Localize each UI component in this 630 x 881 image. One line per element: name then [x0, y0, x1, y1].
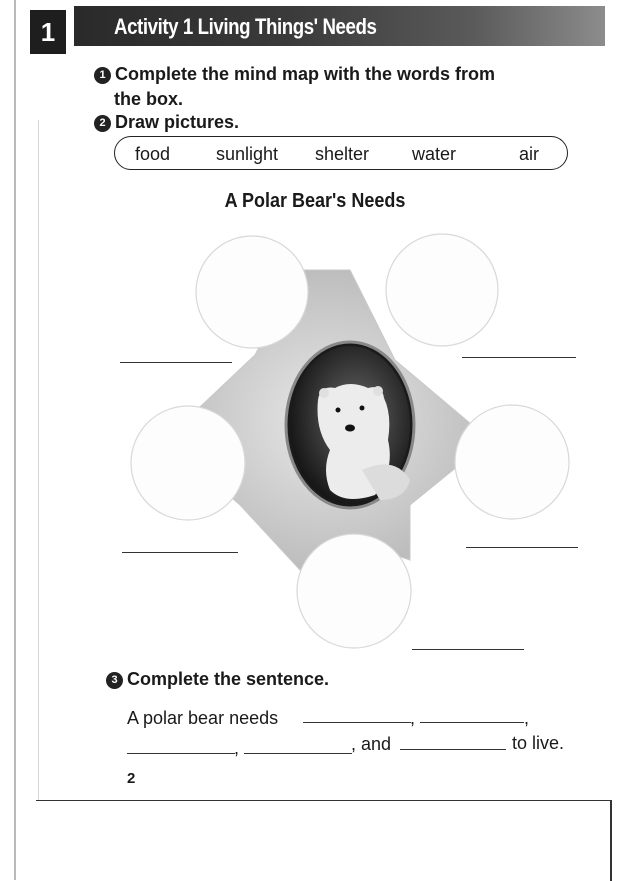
- and-text: , and: [351, 734, 392, 754]
- center-oval-frame: [286, 342, 414, 508]
- bottom-frame: [36, 800, 612, 881]
- answer-line-2[interactable]: [462, 357, 576, 358]
- instruction-1-cont: the box.: [114, 89, 184, 109]
- answer-line-3[interactable]: [122, 552, 238, 553]
- step-3-badge: 3: [106, 672, 123, 689]
- step-1-badge: 1: [94, 67, 111, 84]
- need-circle-bottom: [297, 534, 411, 648]
- sentence-blank-5[interactable]: [400, 749, 506, 750]
- instruction-1-text: Complete the mind map with the words from: [115, 64, 496, 84]
- need-circle-top-left: [196, 236, 308, 348]
- word-air: air: [519, 144, 540, 164]
- sentence-blank-3[interactable]: [127, 753, 235, 754]
- section-3-heading: [106, 669, 329, 690]
- activity-title: Activity 1 Living Things' Needs: [114, 14, 377, 39]
- need-circle-mid-left: [131, 406, 245, 520]
- sentence-blank-2[interactable]: [420, 722, 524, 723]
- need-circle-top-right: [386, 234, 498, 346]
- sentence-start: A polar bear needs: [127, 708, 279, 728]
- polar-bear-photo: [290, 346, 410, 504]
- instruction-1: [94, 64, 495, 85]
- answer-line-4[interactable]: [466, 547, 578, 548]
- instruction-2: [94, 112, 239, 133]
- chapter-number-tab: 1: [30, 10, 66, 54]
- mind-map-title: A Polar Bear's Needs: [224, 190, 406, 212]
- instruction-2-text: Draw pictures.: [115, 112, 240, 132]
- page-edge: [14, 0, 16, 880]
- page-edge-inner: [38, 120, 39, 800]
- word-water: water: [412, 144, 457, 164]
- word-sunlight: sunlight: [216, 144, 279, 164]
- word-food: food: [135, 144, 171, 164]
- word-box: [114, 136, 568, 170]
- page-number: 2: [127, 770, 136, 787]
- polar-bear-figure: [318, 384, 411, 500]
- end-text: to live.: [512, 733, 565, 753]
- section-3-heading-text: Complete the sentence.: [127, 669, 330, 689]
- sentence-blank-4[interactable]: [244, 753, 352, 754]
- answer-line-5[interactable]: [412, 649, 524, 650]
- comma-3: ,: [234, 738, 240, 758]
- answer-line-1[interactable]: [120, 362, 232, 363]
- star-shape: [165, 270, 490, 570]
- comma-2: ,: [524, 708, 530, 728]
- sentence-blank-1[interactable]: [303, 722, 411, 723]
- comma-1: ,: [410, 708, 416, 728]
- step-2-badge: 2: [94, 115, 111, 132]
- word-shelter: shelter: [315, 144, 370, 164]
- need-circle-mid-right: [455, 405, 569, 519]
